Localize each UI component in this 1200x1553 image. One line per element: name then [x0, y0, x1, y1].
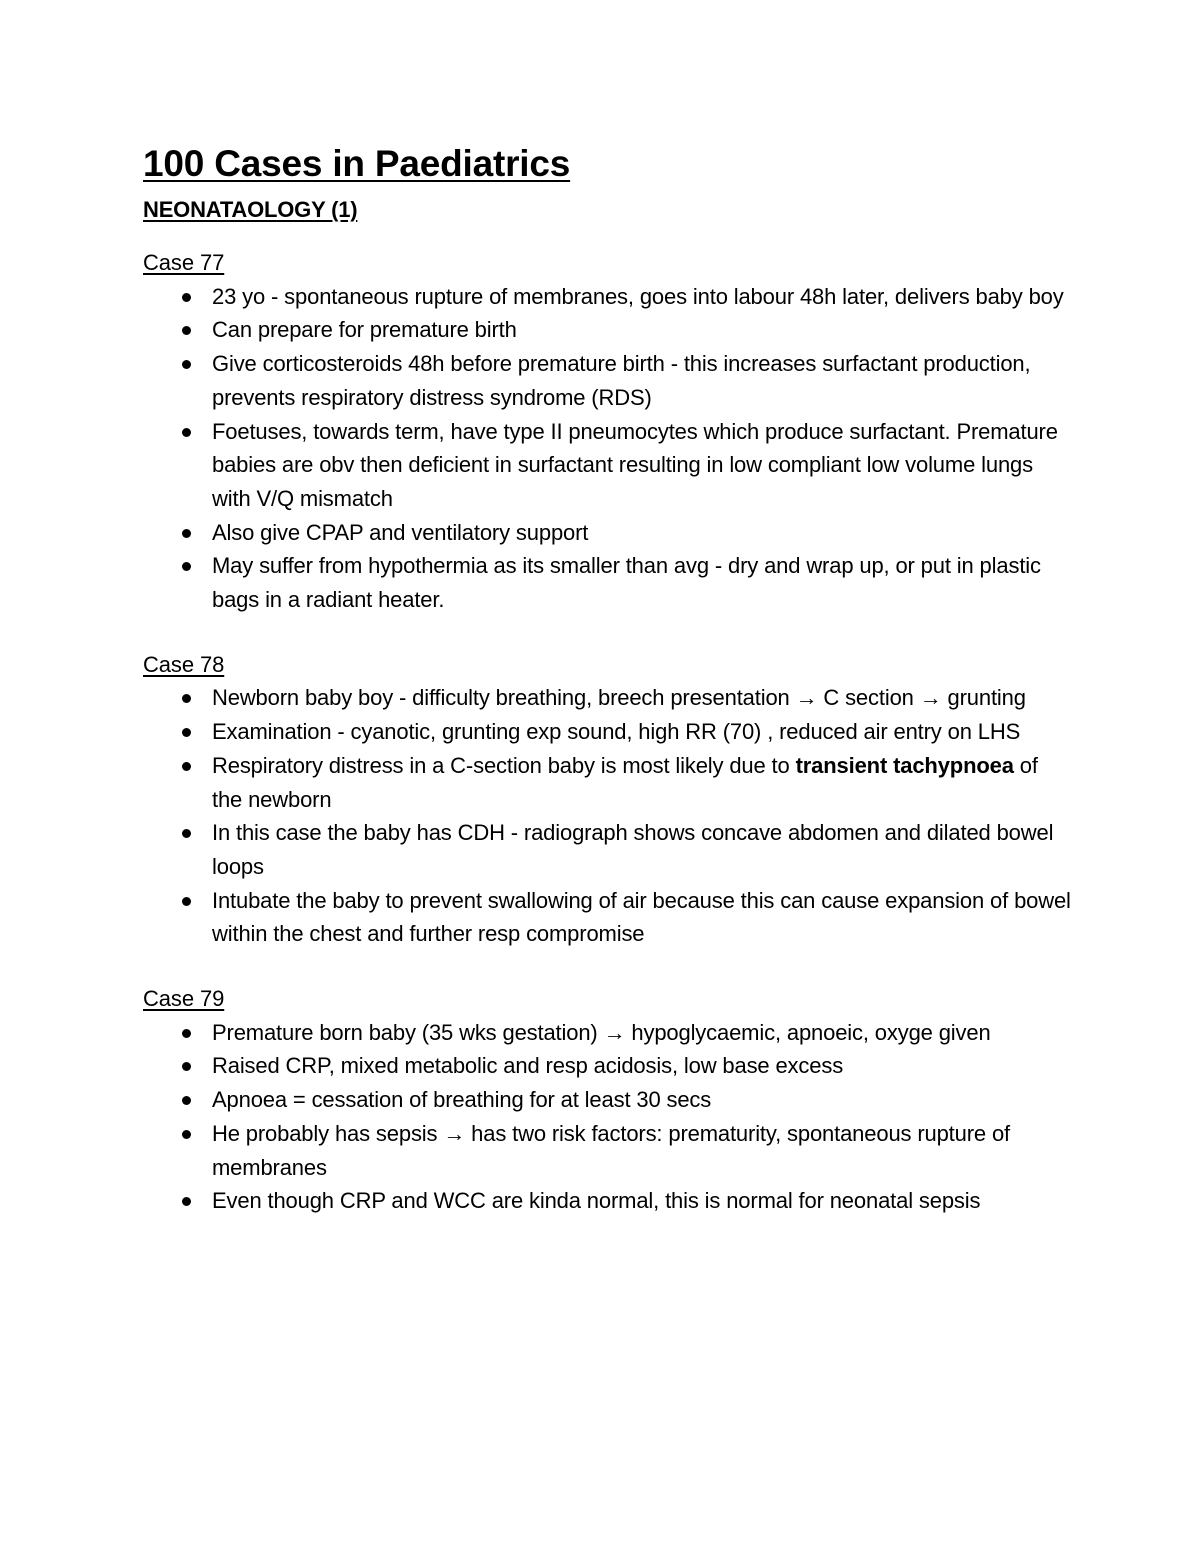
list-item-text: Even though CRP and WCC are kinda normal, this is normal for neonatal sepsis — [212, 1188, 981, 1214]
document-title: 100 Cases in Paediatrics — [143, 143, 571, 184]
case-section-79 — [143, 982, 1073, 1218]
list-item — [143, 549, 1073, 616]
list-item-text: Newborn baby boy - difficulty breathing, breech presentation → C section → grunting — [212, 685, 1026, 711]
case-section-78 — [143, 648, 1073, 951]
list-item-text: Examination - cyanotic, grunting exp sound, high RR (70) , reduced air entry on LHS — [212, 719, 1021, 745]
list-item — [143, 1184, 1073, 1218]
list-item — [143, 884, 1073, 951]
list-item-text: Give corticosteroids 48h before premature birth - this increases surfactant production, prevents respiratory distress syndrome (RDS) — [212, 351, 1031, 410]
case-heading: Case 79 — [143, 986, 225, 1012]
list-item-text: In this case the baby has CDH - radiograph shows concave abdomen and dilated bowel loops — [212, 820, 1054, 879]
case-bullet-list — [143, 1016, 1073, 1218]
list-item-text-end: of the newborn — [212, 752, 1038, 812]
list-item-text: Also give CPAP and ventilatory support — [212, 519, 589, 545]
list-item-text: Can prepare for premature birth — [212, 317, 517, 343]
bullet-icon — [182, 728, 191, 737]
list-item — [143, 1083, 1073, 1117]
list-item — [143, 715, 1073, 749]
bullet-icon — [182, 1197, 191, 1206]
list-item — [143, 749, 1073, 816]
list-item — [143, 1016, 1073, 1050]
list-item-text: 23 yo - spontaneous rupture of membranes, goes into labour 48h later, delivers baby boy — [212, 283, 1064, 309]
list-item — [143, 313, 1073, 347]
document-subtitle: NEONATAOLOGY (1) — [143, 197, 358, 222]
list-item — [143, 280, 1073, 314]
list-item — [143, 1117, 1073, 1184]
document-page — [143, 140, 1073, 1218]
bullet-icon — [182, 1062, 191, 1071]
list-item-text: Premature born baby (35 wks gestation) → hypoglycaemic, apnoeic, oxyge given — [212, 1019, 991, 1045]
list-item-text-start: Respiratory distress in a C-section baby is most likely due to — [212, 752, 796, 778]
bullet-icon — [182, 762, 191, 771]
list-item-text: Foetuses, towards term, have type II pneumocytes which produce surfactant. Premature babies are obv then deficient in surfactant resulting in low compliant low volume lungs with V/Q mismatch — [212, 418, 1058, 511]
list-item-text: Intubate the baby to prevent swallowing of air because this can cause expansion of bowel within the chest and further resp compromise — [212, 887, 1071, 947]
bullet-icon — [182, 1029, 191, 1038]
list-item — [143, 415, 1073, 516]
bullet-icon — [182, 529, 191, 538]
list-item-text: Raised CRP, mixed metabolic and resp acidosis, low base excess — [212, 1053, 844, 1079]
case-bullet-list — [143, 280, 1073, 617]
bullet-icon — [182, 293, 191, 302]
case-section-77 — [143, 246, 1073, 617]
bullet-icon — [182, 694, 191, 703]
list-item-text: He probably has sepsis → has two risk factors: prematurity, spontaneous rupture of membranes — [212, 1120, 1011, 1180]
bullet-icon — [182, 1130, 191, 1139]
bullet-icon — [182, 428, 191, 437]
bullet-icon — [182, 829, 191, 838]
case-heading: Case 78 — [143, 651, 225, 677]
list-item-text: Apnoea = cessation of breathing for at least 30 secs — [212, 1087, 712, 1113]
list-item — [143, 681, 1073, 715]
list-item — [143, 1049, 1073, 1083]
bullet-icon — [182, 897, 191, 906]
list-item — [143, 516, 1073, 550]
bullet-icon — [182, 562, 191, 571]
bold-term: transient tachypnoea — [795, 752, 1014, 778]
bullet-icon — [182, 1096, 191, 1105]
bullet-icon — [182, 360, 191, 369]
list-item-text: May suffer from hypothermia as its smaller than avg - dry and wrap up, or put in plastic bags in a radiant heater. — [212, 553, 1041, 613]
case-bullet-list — [143, 681, 1073, 951]
list-item — [143, 347, 1073, 414]
case-heading: Case 77 — [143, 250, 225, 275]
bullet-icon — [182, 326, 191, 335]
list-item — [143, 816, 1073, 883]
